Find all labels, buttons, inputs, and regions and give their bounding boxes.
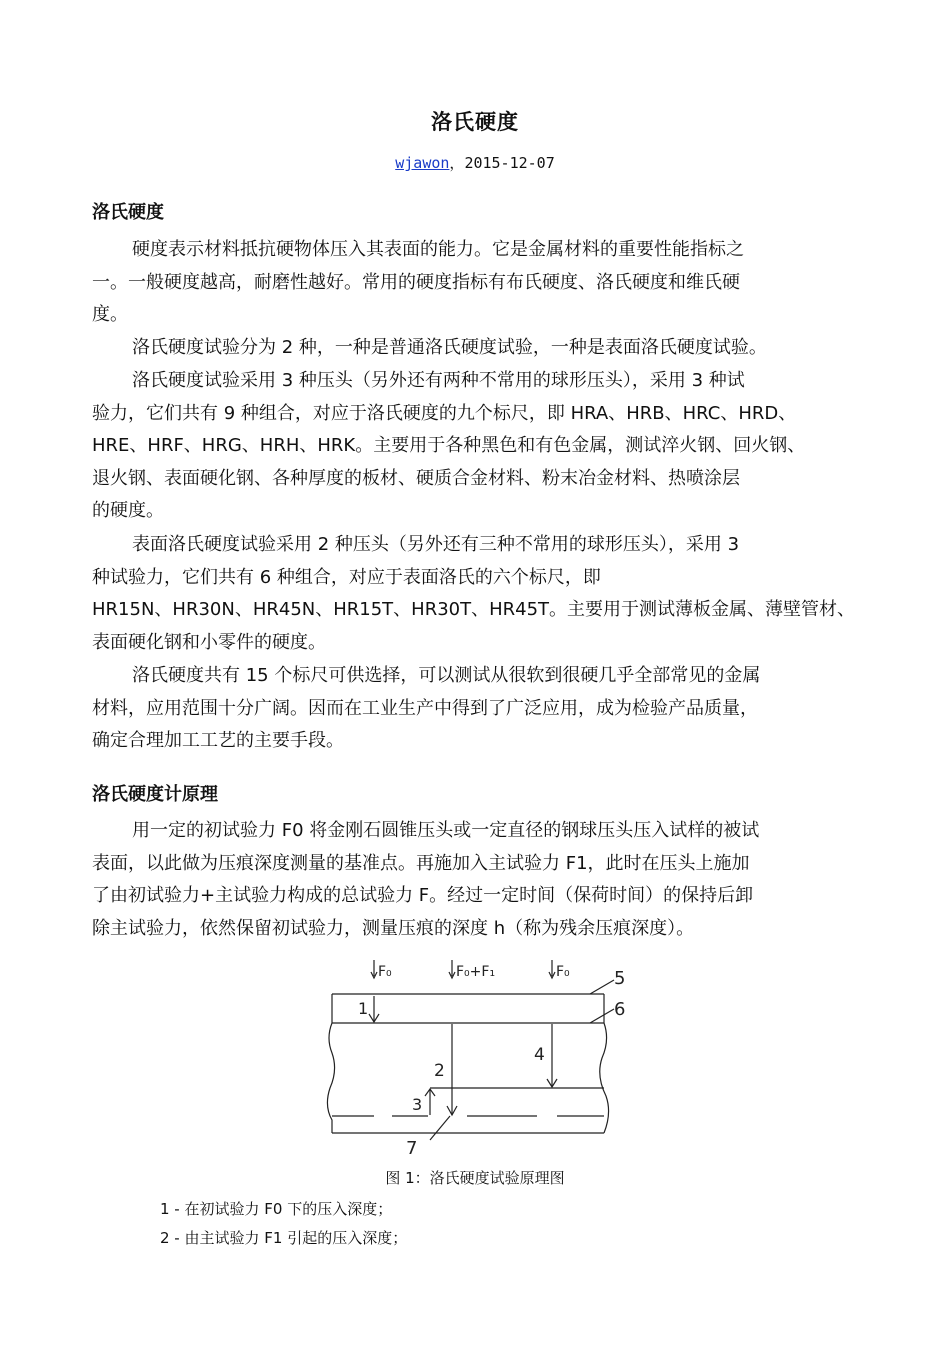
rockwell-principle-diagram bbox=[322, 958, 632, 1158]
text-line: 度。 bbox=[92, 304, 128, 326]
part-label: 5 bbox=[614, 968, 626, 989]
text-line: 一。一般硬度越高，耐磨性越好。常用的硬度指标有布氏硬度、洛氏硬度和维氏硬 bbox=[92, 271, 740, 293]
depth-label: 2 bbox=[434, 1061, 445, 1081]
text-line: 的硬度。 bbox=[92, 500, 164, 522]
paragraph-hardness-definition bbox=[92, 234, 882, 332]
part-label: 6 bbox=[614, 999, 626, 1020]
text-line: 表面硬化钢和小零件的硬度。 bbox=[92, 631, 326, 653]
part-label: 7 bbox=[406, 1138, 418, 1158]
byline bbox=[0, 152, 950, 173]
text-line: 退火钢、表面硬化钢、各种厚度的板材、硬质合金材料、粉末冶金材料、热喷涂层 bbox=[92, 467, 740, 489]
text-line: 验力，它们共有 9 种组合，对应于洛氏硬度的九个标尺，即 HRA、HRB、HRC、HRD、 bbox=[92, 402, 797, 424]
publish-date: 2015-12-07 bbox=[464, 154, 555, 172]
force-label: F₀ bbox=[378, 964, 392, 980]
text-line: 表面，以此做为压痕深度测量的基准点。再施加入主试验力 F1，此时在压头上施加 bbox=[92, 852, 750, 874]
text-line: 洛氏硬度共有 15 个标尺可供选择，可以测试从很软到很硬几乎全部常见的金属 bbox=[132, 665, 761, 686]
text-line: 用一定的初试验力 F0 将金刚石圆锥压头或一定直径的钢球压头压入试样的被试 bbox=[132, 820, 760, 841]
section-heading-rockwell: 洛氏硬度 bbox=[92, 202, 164, 223]
text-line: 材料，应用范围十分广阔。因而在工业生产中得到了广泛应用，成为检验产品质量， bbox=[92, 697, 758, 719]
paragraph-surface-rockwell bbox=[92, 529, 882, 659]
depth-label: 1 bbox=[358, 999, 369, 1018]
wavy-left-edge bbox=[327, 994, 334, 1133]
force-label: F₀ bbox=[556, 964, 570, 980]
text-line: 种试验力，它们共有 6 种组合，对应于表面洛氏的六个标尺，即 bbox=[92, 566, 601, 588]
page-title: 洛氏硬度 bbox=[431, 110, 519, 134]
author-link[interactable]: wjawon bbox=[395, 154, 450, 172]
text-line: HRE、HRF、HRG、HRH、HRK。主要用于各种黑色和有色金属，测试淬火钢、回火钢、 bbox=[92, 435, 806, 457]
section-heading-principle: 洛氏硬度计原理 bbox=[92, 784, 218, 805]
figure-note: 2 - 由主试验力 F1 引起的压入深度； bbox=[160, 1229, 408, 1247]
text-line: 洛氏硬度试验分为 2 种，一种是普通洛氏硬度试验，一种是表面洛氏硬度试验。 bbox=[132, 337, 767, 358]
text-line: 硬度表示材料抵抗硬物体压入其表面的能力。它是金属材料的重要性能指标之 bbox=[132, 239, 744, 260]
text-line: 表面洛氏硬度试验采用 2 种压头（另外还有三种不常用的球形压头），采用 3 bbox=[132, 534, 740, 555]
force-label: F₀+F₁ bbox=[456, 964, 496, 980]
text-line: 了由初试验力+主试验力构成的总试验力 F。经过一定时间（保荷时间）的保持后卸 bbox=[92, 885, 754, 907]
paragraph-principle bbox=[92, 815, 882, 945]
depth-label: 4 bbox=[534, 1045, 545, 1065]
text-line: 除主试验力，依然保留初试验力，测量压痕的深度 h（称为残余压痕深度）。 bbox=[92, 917, 695, 939]
text-line: HR15N、HR30N、HR45N、HR15T、HR30T、HR45T。主要用于测试薄板金属、薄壁管材、 bbox=[92, 599, 856, 621]
depth-label: 3 bbox=[412, 1095, 423, 1114]
figure-caption: 图 1：洛氏硬度试验原理图 bbox=[385, 1169, 565, 1187]
paragraph-scales-application bbox=[92, 660, 882, 758]
date-separator: ， bbox=[449, 154, 465, 172]
text-line: 洛氏硬度试验采用 3 种压头（另外还有两种不常用的球形压头），采用 3 种试 bbox=[132, 370, 745, 391]
paragraph-normal-rockwell bbox=[92, 365, 882, 528]
text-line: 确定合理加工工艺的主要手段。 bbox=[92, 730, 344, 752]
paragraph-test-types bbox=[92, 332, 882, 365]
figure-note: 1 - 在初试验力 F0 下的压入深度； bbox=[160, 1200, 393, 1218]
